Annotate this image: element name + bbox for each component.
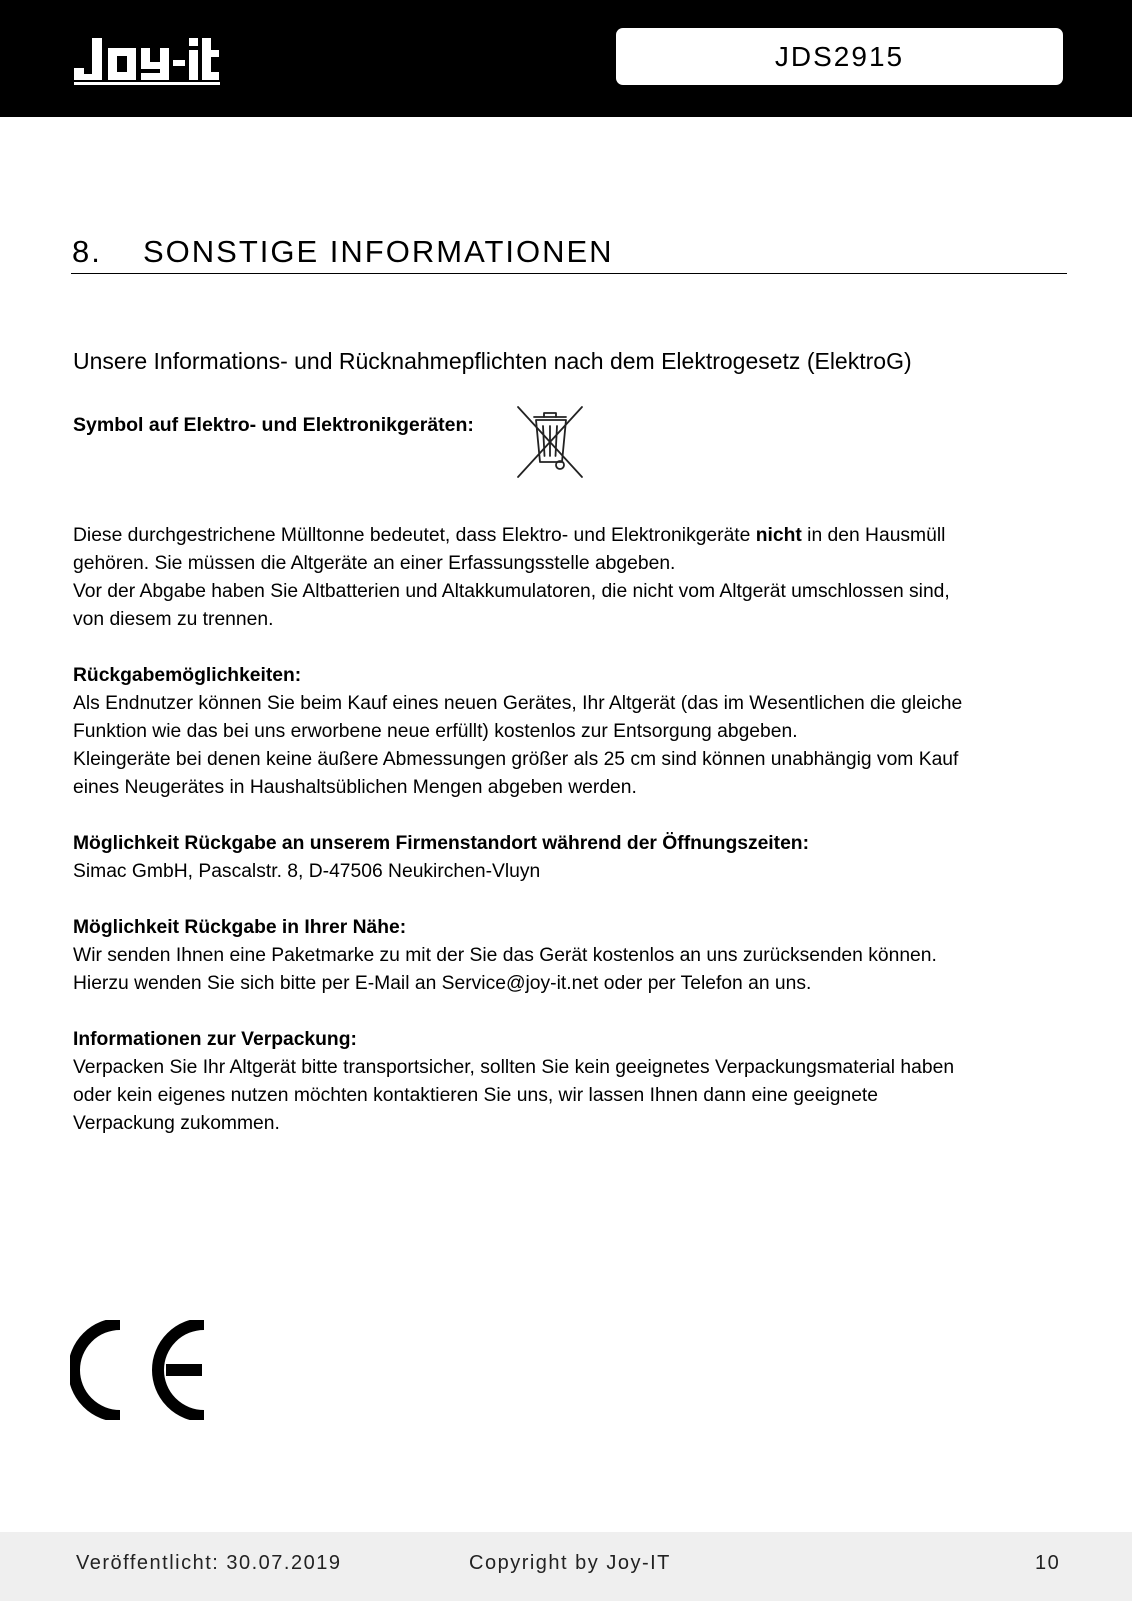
- intro-paragraph: [73, 522, 1073, 634]
- return-company-paragraph: [73, 830, 1073, 886]
- intro-text: in den Hausmüll: [801, 525, 946, 546]
- intro-line: Vor der Abgabe haben Sie Altbatterien und Altakkumulatoren, die nicht vom Altgerät umschlossen sind,: [73, 581, 950, 602]
- document-body: [73, 522, 1073, 1166]
- intro-line: gehören. Sie müssen die Altgeräte an einer Erfassungsstelle abgeben.: [73, 553, 676, 574]
- page-header: [0, 0, 1132, 117]
- return-options-paragraph: [73, 662, 1073, 802]
- return-nearby-line: Wir senden Ihnen eine Paketmarke zu mit der Sie das Gerät kostenlos an uns zurücksenden können.: [73, 945, 937, 966]
- published-date: Veröffentlicht: 30.07.2019: [76, 1552, 342, 1574]
- intro-line: von diesem zu trennen.: [73, 609, 274, 630]
- page-number: 10: [1035, 1552, 1061, 1574]
- ce-mark-icon: [70, 1320, 208, 1420]
- page-footer: [0, 1532, 1132, 1601]
- section-divider: [71, 273, 1067, 274]
- return-nearby-heading: Möglichkeit Rückgabe in Ihrer Nähe:: [73, 917, 407, 938]
- crossed-out-wheelie-bin-icon: [512, 403, 588, 481]
- copyright-notice: Copyright by Joy-IT: [469, 1552, 671, 1574]
- symbol-label: Symbol auf Elektro- und Elektronikgeräten:: [73, 414, 474, 436]
- subheading: Unsere Informations- und Rücknahmepflichten nach dem Elektrogesetz (ElektroG): [73, 348, 912, 374]
- intro-line: [73, 522, 1073, 550]
- packaging-line: Verpacken Sie Ihr Altgerät bitte transportsicher, sollten Sie kein geeignetes Verpackungsmaterial haben: [73, 1057, 955, 1078]
- return-nearby-line: Hierzu wenden Sie sich bitte per E-Mail an Service@joy-it.net oder per Telefon an uns.: [73, 973, 812, 994]
- packaging-heading: Informationen zur Verpackung:: [73, 1029, 357, 1050]
- model-label: JDS2915: [616, 28, 1063, 85]
- return-options-line: eines Neugerätes in Haushaltsüblichen Mengen abgeben werden.: [73, 777, 637, 798]
- return-nearby-paragraph: [73, 914, 1073, 998]
- return-options-line: Funktion wie das bei uns erworbene neue erfüllt) kostenlos zur Entsorgung abgeben.: [73, 721, 798, 742]
- intro-text: Diese durchgestrichene Mülltonne bedeutet, dass Elektro- und Elektronikgeräte: [73, 525, 756, 546]
- intro-emphasis: nicht: [755, 525, 802, 546]
- section-number: 8.: [72, 234, 102, 269]
- return-company-heading: Möglichkeit Rückgabe an unserem Firmenstandort während der Öffnungszeiten:: [73, 833, 810, 854]
- section-title-text: SONSTIGE INFORMATIONEN: [143, 234, 614, 269]
- return-options-line: Kleingeräte bei denen keine äußere Abmessungen größer als 25 cm sind können unabhängig vom Kauf: [73, 749, 959, 770]
- packaging-line: Verpackung zukommen.: [73, 1113, 280, 1134]
- return-options-heading: Rückgabemöglichkeiten:: [73, 665, 302, 686]
- packaging-paragraph: [73, 1026, 1073, 1138]
- packaging-line: oder kein eigenes nutzen möchten kontaktieren Sie uns, wir lassen Ihnen dann eine geeignete: [73, 1085, 879, 1106]
- return-options-line: Als Endnutzer können Sie beim Kauf eines neuen Gerätes, Ihr Altgerät (das im Wesentlichen die gleiche: [73, 693, 963, 714]
- joy-it-logo: [72, 30, 232, 86]
- section-title: [72, 232, 1066, 272]
- company-address: Simac GmbH, Pascalstr. 8, D-47506 Neukirchen-Vluyn: [73, 861, 541, 882]
